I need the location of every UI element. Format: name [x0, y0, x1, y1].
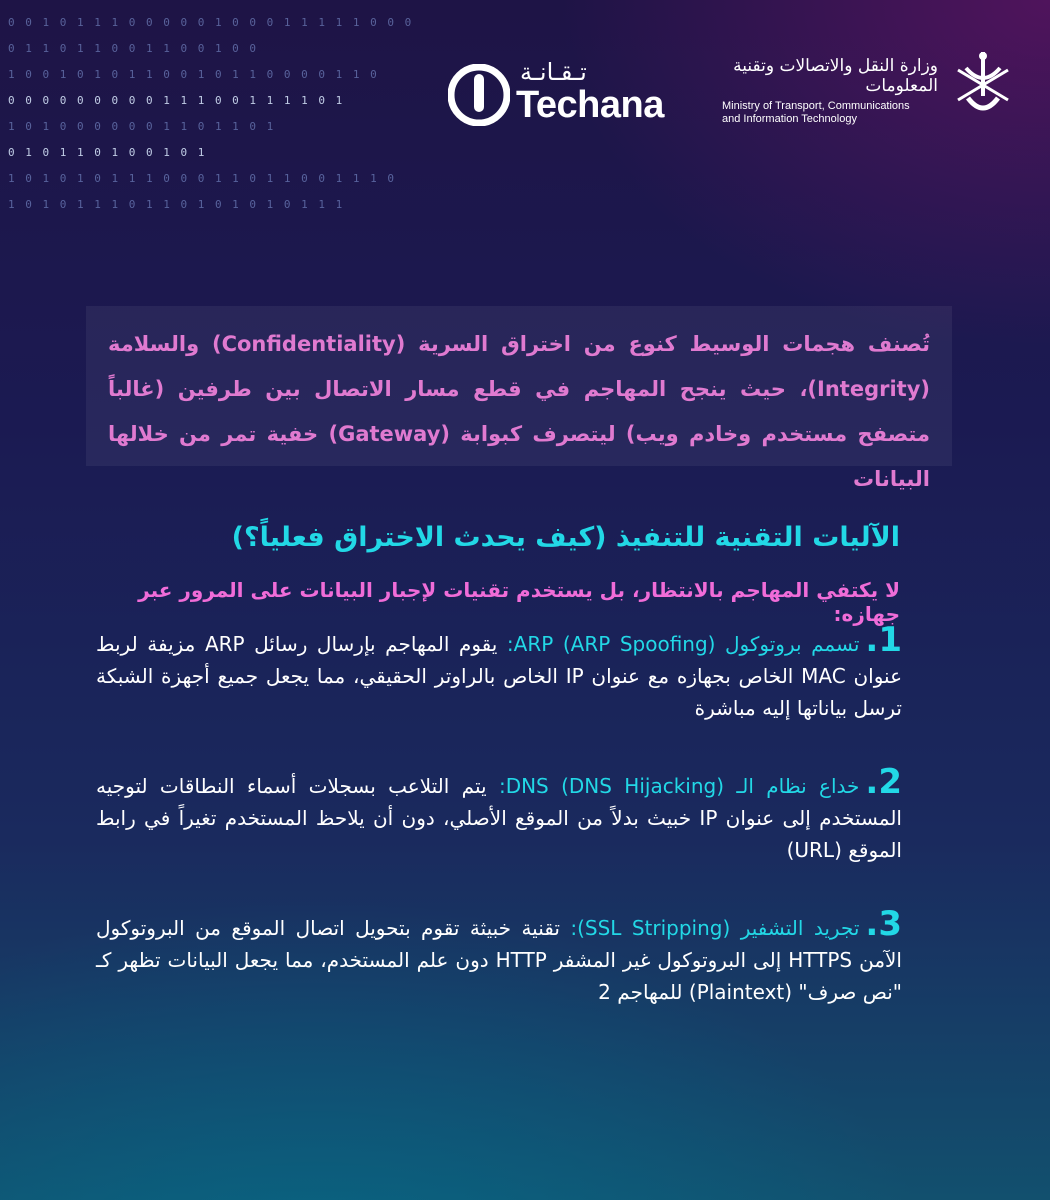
binary-row: 1 0 1 0 1 0 1 1 1 0 0 0 1 1 0 1 1 0 0 1 1 1 0 — [8, 172, 397, 185]
header-logos — [0, 48, 1050, 138]
ministry-logo-text — [698, 56, 938, 126]
techana-arabic-name: تـقـانـة — [520, 58, 587, 86]
item-title: تجريد التشفير (SSL Stripping): — [570, 916, 860, 940]
technique-item — [96, 904, 902, 1008]
ministry-arabic-name: وزارة النقل والاتصالات وتقنية المعلومات — [733, 56, 938, 96]
binary-row: 0 0 0 0 0 0 0 0 0 1 1 1 0 0 1 1 1 1 0 1 — [8, 94, 345, 107]
item-number: 2. — [865, 762, 902, 802]
ministry-english-line1: Ministry of Transport, Communications — [722, 100, 910, 112]
item-body: يتم التلاعب بسجلات أسماء النطاقات لتوجيه المستخدم إلى عنوان IP خبيث بدلاً من الموقع الأصلي، دون أن يلاحظ المستخدم تغيراً في رابط الموقع (URL) — [96, 774, 902, 862]
oman-emblem-icon — [948, 48, 1018, 120]
intro-paragraph: تُصنف هجمات الوسيط كنوع من اختراق السرية (Confidentiality) والسلامة (Integrity)، حيث ينجح المهاجم في قطع مسار الاتصال بين طرفين (غالباً متصفح مستخدم وخادم ويب) ليتصرف كبوابة (Gateway) خفية تمر من خلالها البيانات — [86, 306, 952, 466]
technique-item — [96, 762, 902, 866]
binary-row: 0 1 1 0 1 1 0 0 1 1 0 0 1 0 0 — [8, 42, 259, 55]
techana-mark-icon — [448, 64, 510, 126]
ministry-english-name — [698, 100, 938, 126]
techana-logo — [448, 58, 678, 130]
item-number: 3. — [865, 904, 902, 944]
binary-row: 0 0 1 0 1 1 1 0 0 0 0 0 1 0 0 0 1 1 1 1 1 0 0 0 — [8, 16, 414, 29]
binary-row: 0 1 0 1 1 0 1 0 0 1 0 1 — [8, 146, 207, 159]
item-body: تقنية خبيثة تقوم بتحويل اتصال الموقع من البروتوكول الآمن HTTPS إلى البروتوكول غير المشفر HTTP دون علم المستخدم، مما يجعل البيانات تظهر كـ "نص صرف" (Plaintext) للمهاجم 2 — [96, 916, 902, 1004]
technique-item — [96, 620, 903, 724]
item-title: خداع نظام الـ DNS (DNS Hijacking): — [498, 774, 860, 798]
section-subheading: لا يكتفي المهاجم بالانتظار، بل يستخدم تقنيات لإجبار البيانات على المرور عبر جهازه: — [138, 578, 900, 626]
binary-row: 1 0 0 1 0 1 0 1 1 0 0 1 0 1 1 0 0 0 0 1 1 0 — [8, 68, 379, 81]
ministry-english-line2: and Information Technology — [722, 113, 857, 125]
binary-row: 1 0 1 0 0 0 0 0 0 1 1 0 1 1 0 1 — [8, 120, 276, 133]
item-title: تسمم بروتوكول ARP (ARP Spoofing): — [506, 632, 860, 656]
section-heading: الآليات التقنية للتنفيذ (كيف يحدث الاختراق فعلياً؟) — [231, 522, 900, 553]
item-number: 1. — [865, 620, 902, 660]
item-body: يقوم المهاجم بإرسال رسائل ARP مزيفة لربط عنوان MAC الخاص بجهازه مع عنوان IP الخاص بالراوتر الحقيقي، مما يجعل جميع أجهزة الشبكة ترسل بياناتها إليه مباشرة — [96, 632, 903, 720]
binary-row: 1 0 1 0 1 1 1 0 1 1 0 1 0 1 0 1 0 1 1 1 — [8, 198, 345, 211]
techana-english-name: Techana — [516, 84, 664, 126]
